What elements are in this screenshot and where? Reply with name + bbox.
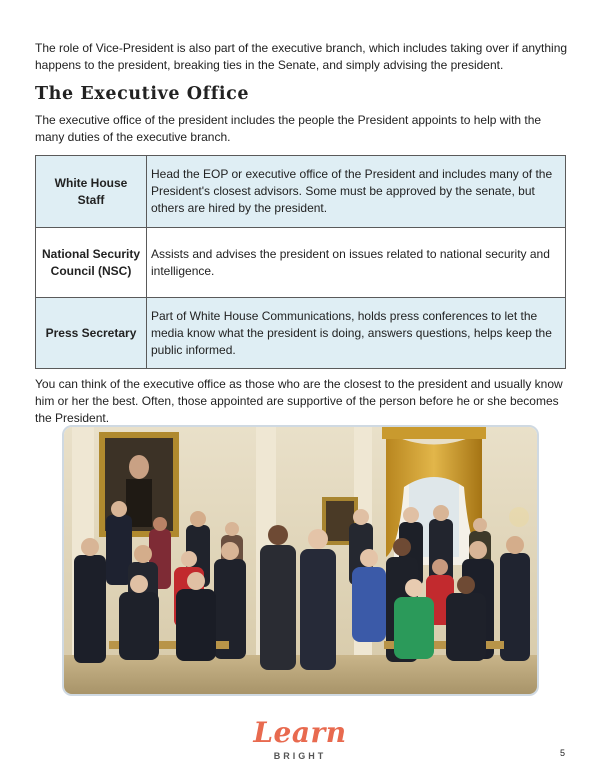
description-cell: Part of White House Communications, holds press conferences to let the media know what the president is doing, answers questions, helps keep the public informed. <box>147 298 566 369</box>
section-heading: The Executive Office <box>35 84 250 104</box>
description-cell: Assists and advises the president on issues related to national security and intelligence. <box>147 228 566 298</box>
role-cell: White House Staff <box>36 156 147 228</box>
table-row <box>36 298 566 369</box>
section-intro-paragraph: The executive office of the president includes the people the President appoints to help with the many duties of the executive branch. <box>35 113 542 144</box>
description-cell: Head the EOP or executive office of the President and includes many of the President's closest advisors. Some must be approved by the senate, but others are hired by the president. <box>147 156 566 228</box>
table-row <box>36 228 566 298</box>
learn-bright-logo <box>240 712 360 768</box>
intro-paragraph: The role of Vice-President is also part of the executive branch, which includes taking over if anything happens to the president, breaking ties in the Senate, and simply advising the president. <box>35 41 568 72</box>
logo-wordmark: Learn <box>253 716 347 749</box>
table-row <box>36 156 566 228</box>
cabinet-group-photo <box>62 425 539 696</box>
page-number: 5 <box>560 748 566 758</box>
logo-subtitle: BRIGHT <box>273 751 327 761</box>
closing-paragraph: You can think of the executive office as those who are the closest to the president and usually know him or her the best. Often, those appointed are supportive of the person before he or she becomes the President. <box>35 377 563 425</box>
group-photo-illustration <box>64 427 537 694</box>
role-cell: National Security Council (NSC) <box>36 228 147 298</box>
role-cell: Press Secretary <box>36 298 147 369</box>
executive-office-table <box>35 155 566 369</box>
